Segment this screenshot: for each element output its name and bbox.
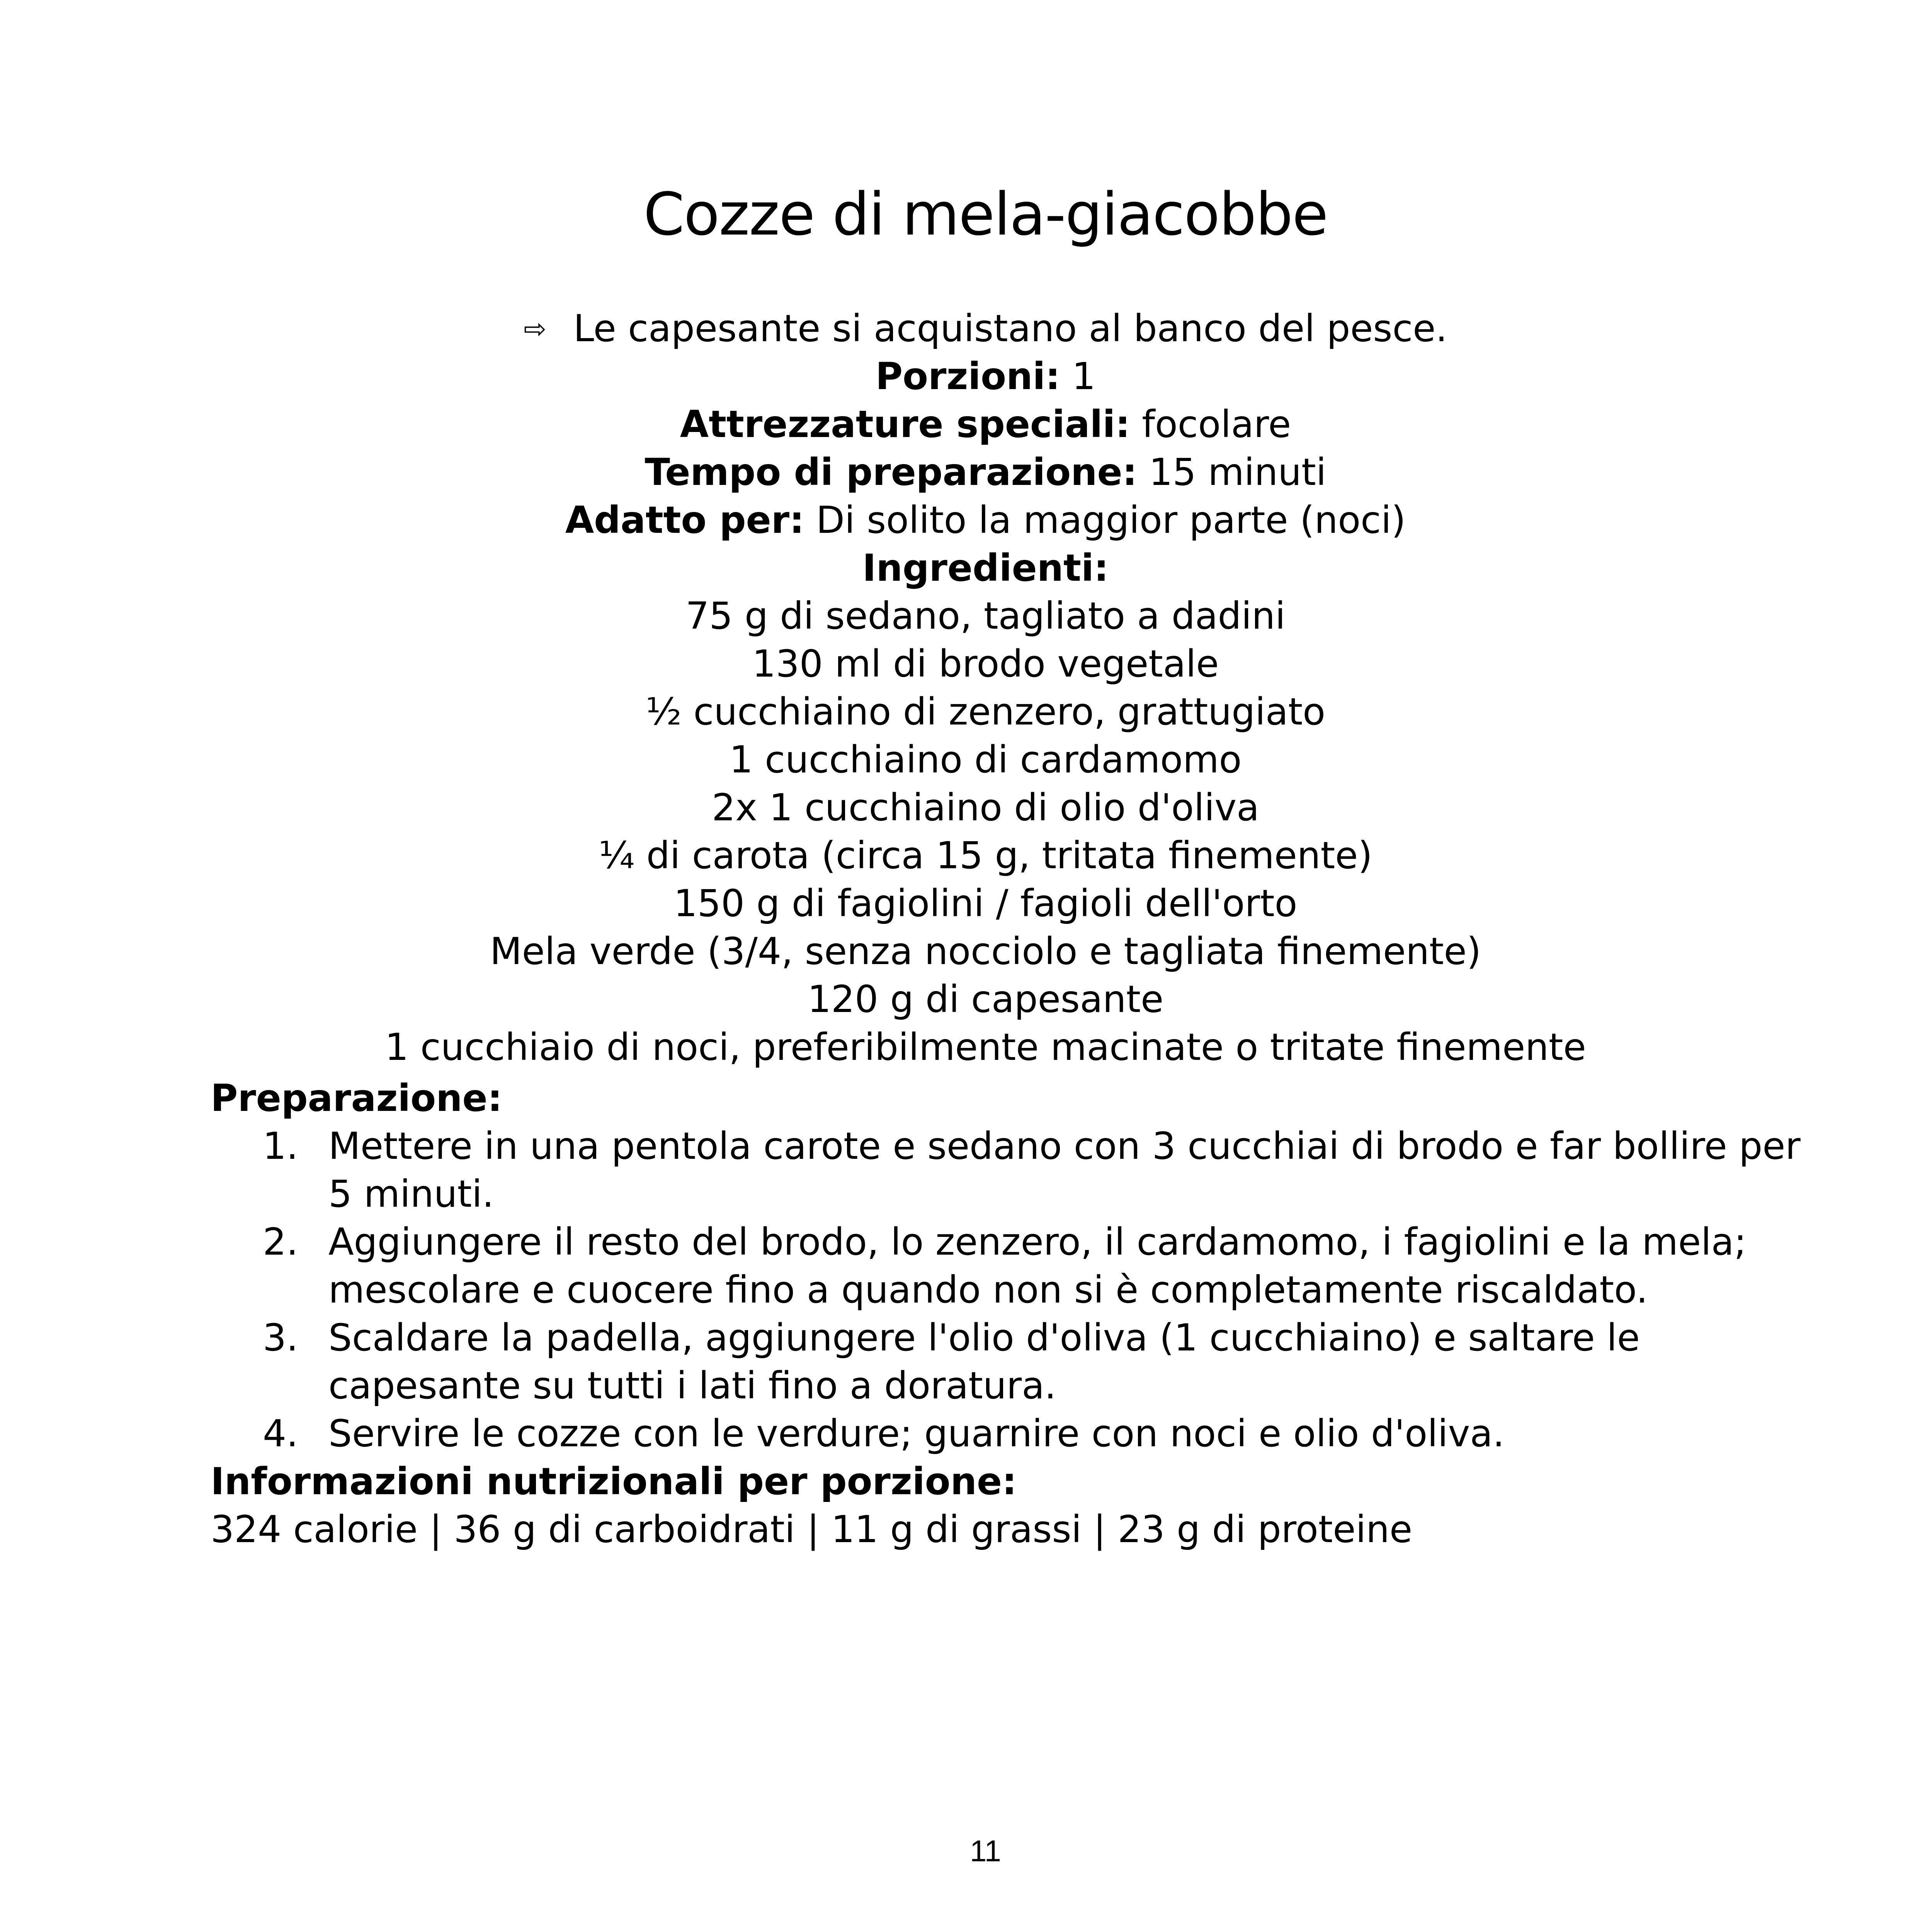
purchase-note-text: Le capesante si acquistano al banco del pesce.	[573, 307, 1447, 350]
recipe-title: Cozze di mela-giacobbe	[643, 180, 1328, 248]
step-number: 4.	[263, 1412, 298, 1455]
prep-time-line	[0, 448, 1932, 496]
ingredient-item: ¼ di carota (circa 15 g, tritata finemente)	[599, 834, 1372, 877]
equipment-line	[0, 400, 1932, 448]
servings-line	[0, 352, 1932, 400]
ingredient-item: 130 ml di brodo vegetale	[752, 642, 1219, 685]
step-number: 1.	[263, 1124, 298, 1168]
ingredient-item: ½ cucchiaino di zenzero, grattugiato	[645, 690, 1326, 733]
right-arrow-outline-icon: ⇨	[524, 313, 546, 345]
suitable-for-line	[0, 496, 1932, 544]
ingredient-item: 1 cucchiaino di cardamomo	[729, 738, 1242, 781]
step-item	[263, 1218, 1828, 1314]
ingredient-item: 150 g di fagiolini / fagioli dell'orto	[673, 882, 1298, 925]
ingredient-item: 120 g di capesante	[807, 978, 1164, 1021]
suitable-for-value: Di solito la maggior parte (noci)	[804, 498, 1406, 542]
nutrition-heading: Informazioni nutrizionali per porzione:	[211, 1460, 1017, 1503]
step-item	[263, 1122, 1828, 1218]
servings-label: Porzioni:	[875, 355, 1060, 398]
nutrition-values: 324 calorie | 36 g di carboidrati | 11 g di grassi | 23 g di proteine	[211, 1508, 1413, 1551]
equipment-value: focolare	[1130, 403, 1291, 446]
ingredient-item: 2x 1 cucchiaino di olio d'oliva	[712, 786, 1259, 829]
step-text: Mettere in una pentola carote e sedano con 3 cucchiai di brodo e far bollire per 5 minuti.	[328, 1124, 1801, 1216]
ingredients-heading: Ingredienti:	[862, 546, 1109, 590]
preparation-steps	[263, 1122, 1828, 1458]
preparation-heading: Preparazione:	[211, 1077, 503, 1120]
step-item	[263, 1314, 1828, 1410]
ingredient-item: 75 g di sedano, tagliato a dadini	[685, 594, 1286, 638]
step-number: 3.	[263, 1316, 298, 1359]
page-number: 11	[970, 1834, 1001, 1868]
prep-time-label: Tempo di preparazione:	[645, 451, 1137, 494]
step-text: Aggiungere il resto del brodo, lo zenzero, il cardamomo, i fagiolini e la mela; mescolare e cuocere fino a quando non si è completamente riscaldato.	[328, 1220, 1747, 1311]
servings-value: 1	[1060, 355, 1096, 398]
suitable-for-label: Adatto per:	[565, 498, 804, 542]
recipe-info-block	[0, 304, 1932, 1071]
ingredient-item: 1 cucchiaio di noci, preferibilmente macinate o tritate finemente	[385, 1026, 1586, 1069]
step-number: 2.	[263, 1220, 298, 1264]
ingredient-item: Mela verde (3/4, senza nocciolo e tagliata finemente)	[490, 930, 1481, 973]
step-text: Scaldare la padella, aggiungere l'olio d'oliva (1 cucchiaino) e saltare le capesante su tutti i lati fino a doratura.	[328, 1316, 1640, 1407]
prep-time-value: 15 minuti	[1137, 451, 1327, 494]
step-text: Servire le cozze con le verdure; guarnire con noci e olio d'oliva.	[328, 1412, 1505, 1455]
step-item	[263, 1410, 1828, 1458]
equipment-label: Attrezzature speciali:	[680, 403, 1130, 446]
purchase-note	[0, 304, 1932, 352]
